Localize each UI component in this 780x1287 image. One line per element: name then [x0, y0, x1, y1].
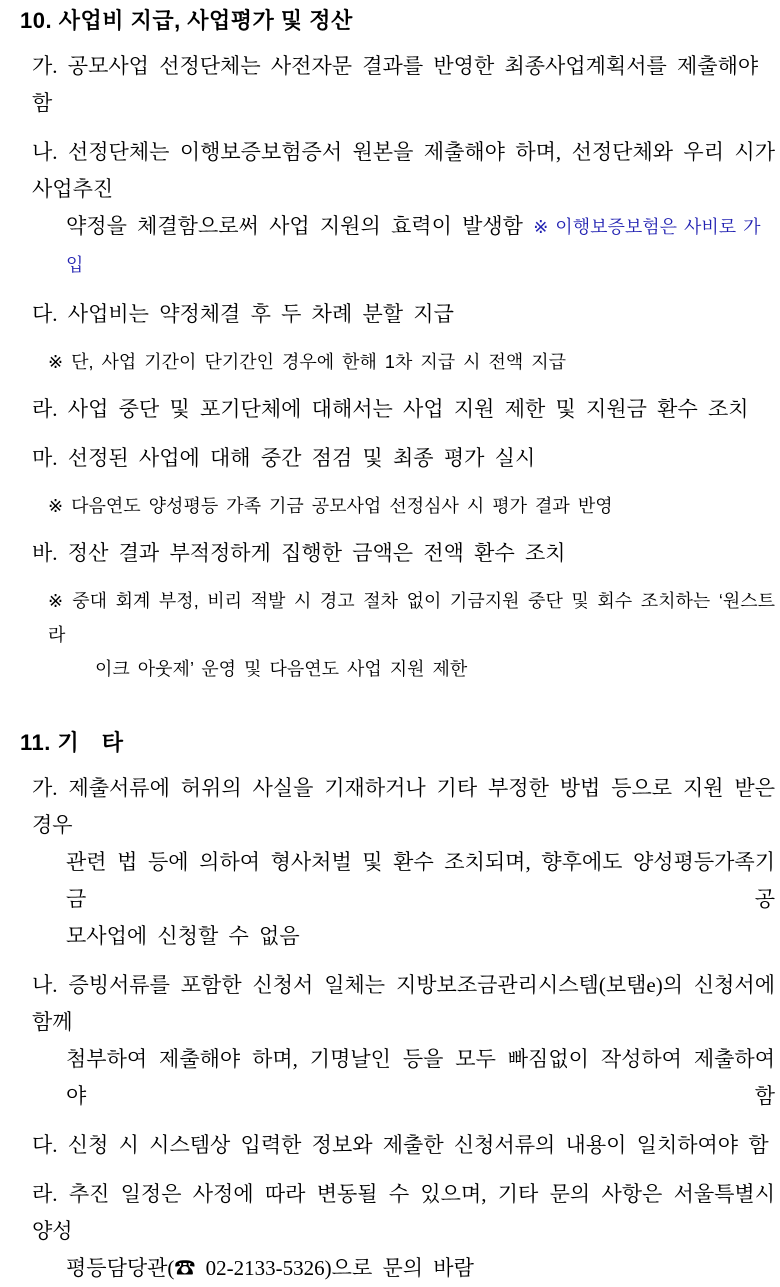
- item-text: 선정단체는 이행보증보험증서 원본을 제출해야 하며, 선정단체와 우리 시가 사업추진: [32, 140, 775, 201]
- item-line: [32, 440, 775, 477]
- list-item-ga: [32, 770, 775, 955]
- section-10-heading: 10. 사업비 지급, 사업평가 및 정산: [20, 8, 353, 33]
- note-text: 이크 아웃제’ 운영 및 다음연도 사업 지원 제한: [95, 659, 468, 679]
- item-line: [32, 770, 775, 844]
- item-text: 제출서류에 허위의 사실을 기재하거나 기타 부정한 방법 등으로 지원 받은 경우: [32, 776, 776, 837]
- item-text: 선정된 사업에 대해 중간 점검 및 최종 평가 실시: [67, 446, 536, 470]
- list-item-ba: [32, 535, 775, 572]
- item-text: 관련 법 등에 의하여 형사처벌 및 환수 조치되며, 향후에도 양성평등가족기금 공: [66, 850, 775, 911]
- list-item-ga: [32, 48, 775, 122]
- list-item-ra: [32, 1176, 775, 1287]
- section-10-body: [20, 48, 775, 686]
- item-text: 모사업에 신청할 수 없음: [66, 924, 300, 948]
- item-line: [32, 1176, 775, 1250]
- note-line: [48, 652, 775, 686]
- reference-mark: ※: [48, 496, 64, 516]
- item-marker: 나.: [32, 973, 58, 997]
- item-text: 공모사업 선정단체는 사전자문 결과를 반영한 최종사업계획서를 제출해야 함: [32, 54, 759, 115]
- section-11-heading: 11. 기 타: [20, 730, 124, 755]
- item-line: [32, 1250, 775, 1287]
- list-item-ra: [32, 391, 775, 428]
- item-marker: 가.: [32, 54, 58, 78]
- list-item-da: [32, 296, 775, 333]
- item-text: 추진 일정은 사정에 따라 변동될 수 있으며, 기타 문의 사항은 서울특별시 양성: [32, 1182, 775, 1243]
- reference-mark: ※: [48, 591, 64, 611]
- inline-blue-note: ※ 이행보증보험은 사비로 가입: [66, 217, 761, 275]
- list-item-da: [32, 1127, 775, 1164]
- reference-note: [48, 489, 775, 523]
- item-line: [32, 967, 775, 1041]
- list-item-na: [32, 967, 775, 1115]
- item-text: 사업 중단 및 포기단체에 대해서는 사업 지원 제한 및 지원금 환수 조치: [67, 397, 749, 421]
- item-line: [32, 1127, 775, 1164]
- note-line: [48, 489, 775, 523]
- note-text: 다음연도 양성평등 가족 기금 공모사업 선정심사 시 평가 결과 반영: [71, 496, 613, 516]
- list-item-ma: [32, 440, 775, 477]
- item-text: 증빙서류를 포함한 신청서 일체는 지방보조금관리시스템(보탬e)의 신청서에 함께: [32, 973, 776, 1034]
- item-marker: 가.: [32, 776, 58, 800]
- item-marker: 바.: [32, 541, 58, 565]
- item-text: 평등담당관(☎ 02-2133-5326)으로 문의 바람: [66, 1256, 474, 1280]
- item-marker: 다.: [32, 302, 58, 326]
- item-line: [32, 1041, 775, 1115]
- item-marker: 라.: [32, 1182, 58, 1206]
- item-line: [32, 535, 775, 572]
- item-marker: 다.: [32, 1133, 58, 1157]
- item-line: [32, 844, 775, 918]
- note-text: 단, 사업 기간이 단기간인 경우에 한해 1차 지급 시 전액 지급: [71, 352, 567, 372]
- item-marker: 라.: [32, 397, 58, 421]
- item-line: [32, 918, 775, 955]
- item-line: [32, 391, 775, 428]
- item-text: 약정을 체결함으로써 사업 지원의 효력이 발생함: [66, 214, 523, 238]
- list-item-na: [32, 134, 775, 284]
- reference-note: [48, 345, 775, 379]
- item-line: [32, 208, 775, 284]
- item-line: [32, 48, 775, 122]
- item-line: [32, 296, 775, 333]
- item-line: [32, 134, 775, 208]
- item-text: 첨부하여 제출해야 하며, 기명날인 등을 모두 빠짐없이 작성하여 제출하여야 함: [66, 1047, 775, 1108]
- note-line: [48, 584, 775, 652]
- reference-mark: ※: [48, 352, 64, 372]
- item-text: 신청 시 시스템상 입력한 정보와 제출한 신청서류의 내용이 일치하여야 함: [67, 1133, 769, 1157]
- section-11-body: [20, 770, 775, 1287]
- item-marker: 마.: [32, 446, 58, 470]
- note-line: [48, 345, 775, 379]
- item-text: 사업비는 약정체결 후 두 차례 분할 지급: [67, 302, 454, 326]
- reference-note: [48, 584, 775, 686]
- note-text: 중대 회계 부정, 비리 적발 시 경고 절차 없이 기금지원 중단 및 회수 조치하는 ‘원스트라: [48, 591, 775, 645]
- item-marker: 나.: [32, 140, 58, 164]
- item-text: 정산 결과 부적정하게 집행한 금액은 전액 환수 조치: [67, 541, 566, 565]
